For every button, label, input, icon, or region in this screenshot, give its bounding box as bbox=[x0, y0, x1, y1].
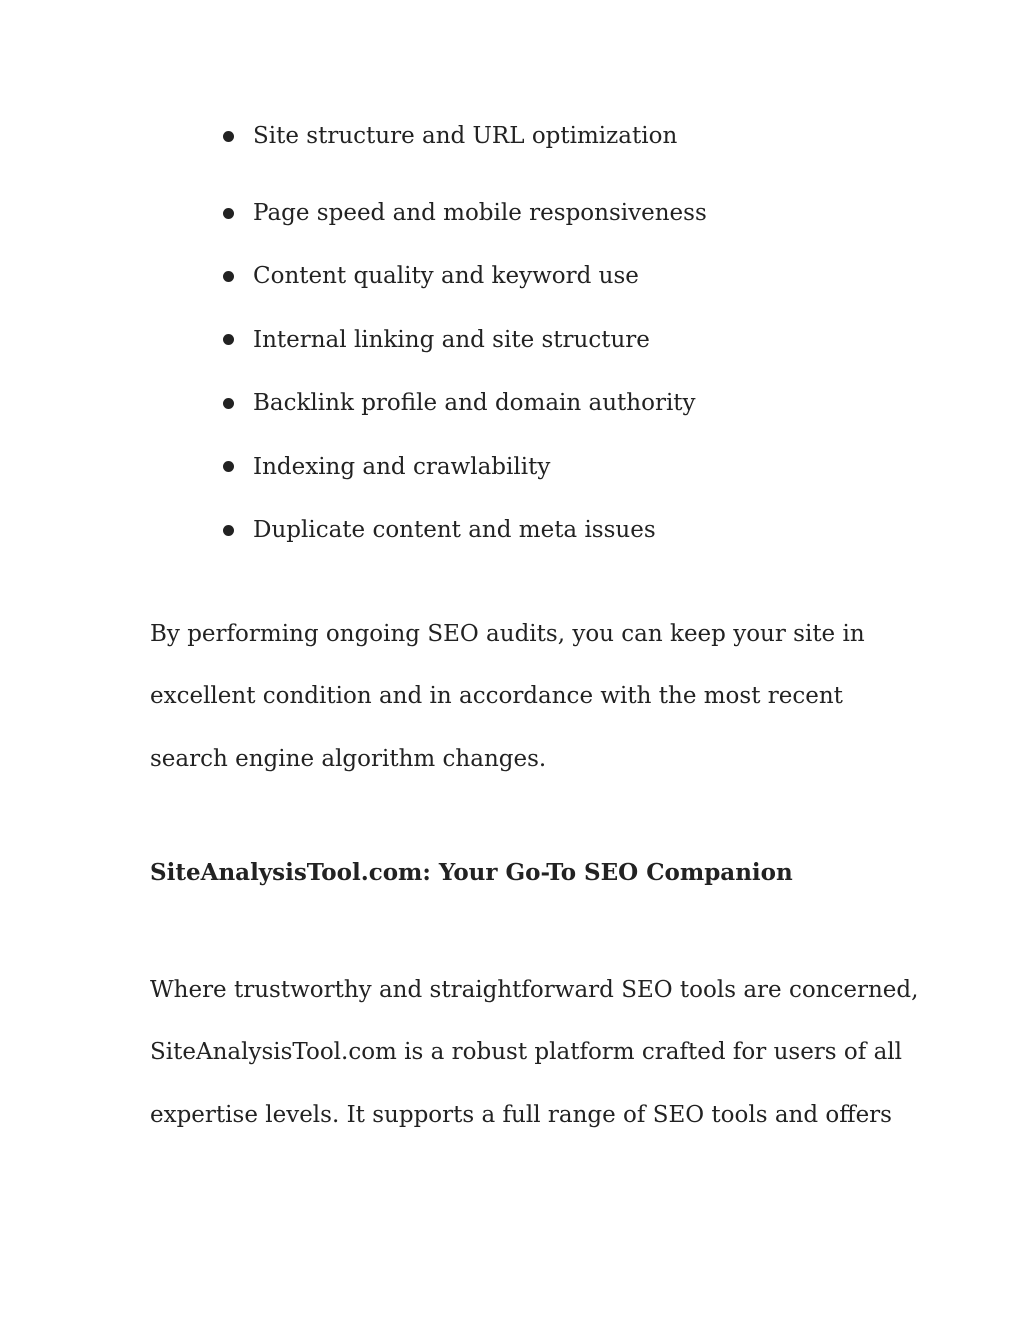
paragraph-line: By performing ongoing SEO audits, you can keep your site in bbox=[150, 621, 865, 647]
paragraph-line: excellent condition and in accordance with the most recent bbox=[150, 683, 843, 710]
intro-paragraph bbox=[150, 959, 919, 1146]
audit-summary-paragraph bbox=[150, 603, 890, 790]
list-item bbox=[220, 118, 707, 154]
bullet-icon bbox=[223, 208, 234, 219]
paragraph-line: search engine algorithm changes. bbox=[150, 745, 547, 772]
list-item bbox=[220, 308, 707, 371]
paragraph-line: Where trustworthy and straightforward SEO tools are concerned, bbox=[150, 977, 919, 1003]
paragraph-line: expertise levels. It supports a full range of SEO tools and offers bbox=[150, 1101, 892, 1128]
list-item-text: Duplicate content and meta issues bbox=[253, 517, 656, 544]
list-item bbox=[220, 181, 707, 244]
list-item-text: Backlink profile and domain authority bbox=[253, 390, 696, 417]
list-item-text: Content quality and keyword use bbox=[253, 263, 639, 290]
bullet-icon bbox=[223, 131, 234, 142]
bullet-icon bbox=[223, 461, 234, 472]
audit-checklist bbox=[220, 118, 707, 562]
list-item bbox=[220, 372, 707, 435]
bullet-icon bbox=[223, 271, 234, 282]
section-heading: SiteAnalysisTool.com: Your Go-To SEO Companion bbox=[150, 859, 793, 886]
list-item-text: Internal linking and site structure bbox=[253, 326, 650, 353]
list-item bbox=[220, 435, 707, 498]
list-item bbox=[220, 245, 707, 308]
bullet-icon bbox=[223, 398, 234, 409]
paragraph-line: SiteAnalysisTool.com is a robust platform crafted for users of all bbox=[150, 1039, 903, 1066]
bullet-icon bbox=[223, 525, 234, 536]
bullet-icon bbox=[223, 334, 234, 345]
list-item-text: Page speed and mobile responsiveness bbox=[253, 200, 707, 227]
list-item-text: Site structure and URL optimization bbox=[253, 123, 678, 149]
list-item bbox=[220, 498, 707, 561]
list-item-text: Indexing and crawlability bbox=[253, 453, 551, 480]
